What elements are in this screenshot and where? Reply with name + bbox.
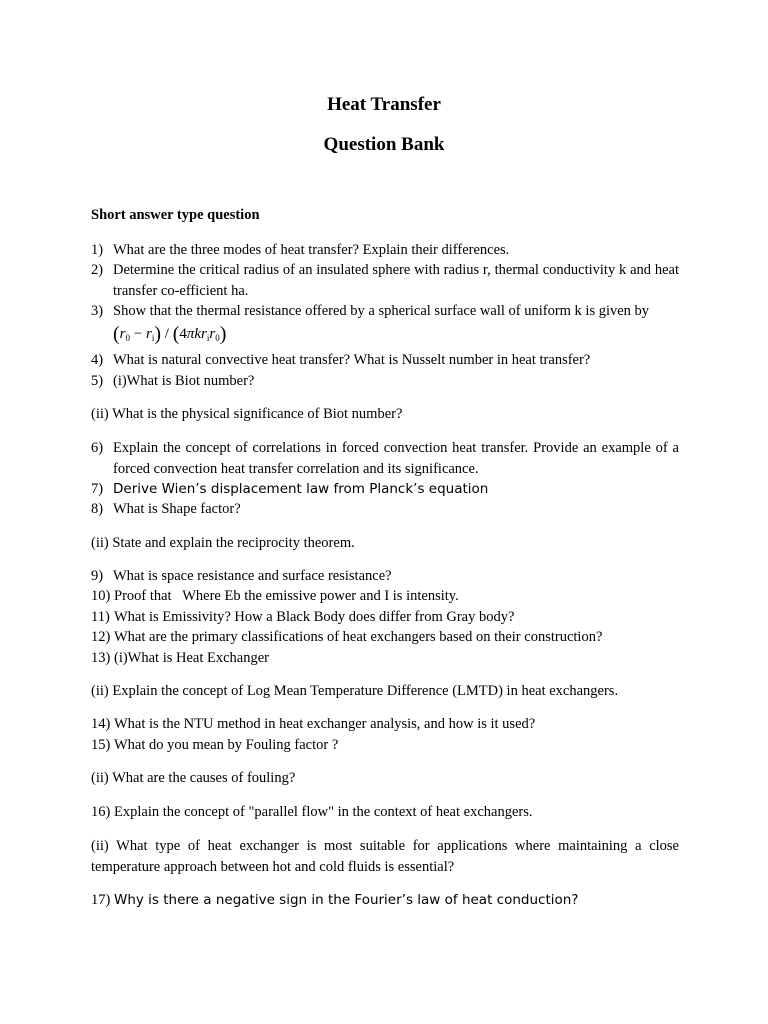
question-number: 1) [91,242,104,258]
question-number: 6) [91,440,104,456]
question-12 [91,627,679,648]
question-text: Explain the concept of correlations in forced convection heat transfer. Provide an example of a forced convection heat transfer correlation and its significance. [113,440,679,477]
question-15-part-ii: (ii) What are the causes of fouling? [91,770,296,786]
question-number: 9) [91,568,104,584]
question-text: What is the NTU method in heat exchanger analysis, and how is it used? [114,716,536,732]
question-11 [91,607,679,628]
question-5-part-ii: (ii) What is the physical significance of Biot number? [91,406,403,422]
question-number: 14) [91,716,111,732]
question-text: Why is there a negative sign in the Fourier’s law of heat conduction? [114,892,579,908]
question-6 [91,438,679,479]
question-2 [91,260,679,301]
question-number: 13) [91,650,111,666]
question-7 [91,479,679,500]
question-text: What is Shape factor? [113,501,241,517]
question-text: What are the three modes of heat transfer? Explain their differences. [113,242,510,258]
question-17 [91,890,679,911]
question-text: What is natural convective heat transfer? What is Nusselt number in heat transfer? [113,352,591,368]
thermal-resistance-formula: $(r_0 - r_i) / (4\pi kr_ir_0)$ [113,323,227,345]
question-14 [91,714,679,735]
question-4 [91,350,679,371]
question-text: Show that the thermal resistance offered by a spherical surface wall of uniform k is given by [113,303,650,319]
question-9 [91,566,679,587]
question-10 [91,586,679,607]
question-number: 7) [91,481,104,497]
question-15 [91,735,679,756]
question-3 [91,301,679,322]
question-13-part-ii: (ii) Explain the concept of Log Mean Temperature Difference (LMTD) in heat exchangers. [91,683,619,699]
question-number: 12) [91,629,111,645]
question-text: Derive Wien’s displacement law from Planck’s equation [113,481,489,497]
question-1 [91,240,679,261]
question-text: (i)What is Biot number? [113,373,255,389]
question-16 [91,802,679,823]
question-number: 8) [91,501,104,517]
question-text: Proof that Where Eb the emissive power and I is intensity. [114,588,459,604]
question-number: 11) [91,609,110,625]
question-text: What are the primary classifications of heat exchangers based on their construction? [114,629,603,645]
question-number: 15) [91,737,111,753]
question-5 [91,371,679,392]
question-16-part-ii: (ii) What type of heat exchanger is most suitable for applications where maintaining a close temperature approach between hot and cold fluids is essential? [91,838,679,875]
question-8 [91,499,679,520]
document-title: Heat Transfer [327,94,441,115]
section-heading: Short answer type question [91,207,260,223]
question-number: 16) [91,804,111,820]
question-text: (i)What is Heat Exchanger [114,650,269,666]
question-13 [91,648,679,669]
question-number: 17) [91,892,111,908]
question-number: 2) [91,262,104,278]
question-number: 4) [91,352,104,368]
question-8-part-ii: (ii) State and explain the reciprocity theorem. [91,535,355,551]
question-number: 5) [91,373,104,389]
question-number: 3) [91,303,104,319]
question-number: 10) [91,588,111,604]
question-text: Determine the critical radius of an insulated sphere with radius r, thermal conductivity k and heat transfer co-efficient ha. [113,262,679,299]
question-text: What is space resistance and surface resistance? [113,568,392,584]
question-text: What do you mean by Fouling factor ? [114,737,339,753]
document-subtitle: Question Bank [323,134,445,155]
question-text: Explain the concept of "parallel flow" in the context of heat exchangers. [114,804,533,820]
question-text: What is Emissivity? How a Black Body does differ from Gray body? [114,609,515,625]
